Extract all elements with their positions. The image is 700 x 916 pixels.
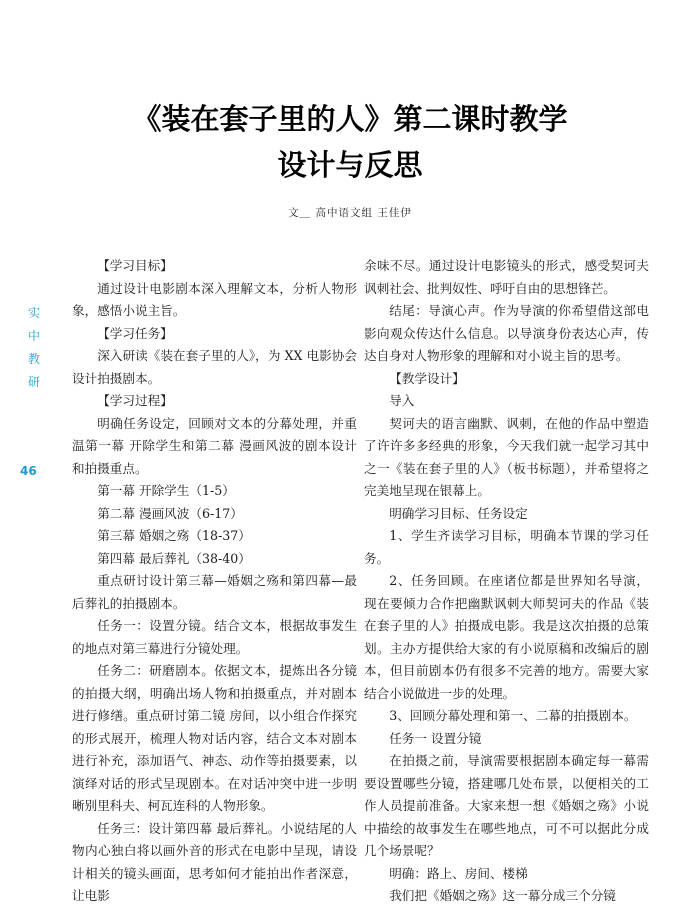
paragraph: 任务一：设置分镜。结合文本，根据故事发生的地点对第三幕进行分镜处理。 [72, 618, 357, 656]
paragraph: 明确学习目标、任务设定 [389, 505, 528, 521]
paragraph: 通过设计电影剧本深入理解文本，分析人物形象，感悟小说主旨。 [72, 280, 357, 318]
paragraph: 1、学生齐读学习目标，明确本节课的学习任务。 [364, 528, 649, 566]
paragraph: 【教学设计】 [389, 370, 465, 386]
paragraph: 2、任务回顾。在座诸位都是世界知名导演，现在要倾力合作把幽默讽刺大师契诃夫的作品《装在套子里的人》拍摄成电影。我是这次拍摄的总策划。主办方提供给大家的有小说原稿和改编后的剧本，但目前剧本仍有很多不完善的地方。需要大家结合小说做进一步的处理。 [364, 573, 649, 701]
paragraph: 第二幕 漫画风波（6-17） [97, 505, 243, 521]
section-label-char: 中 [27, 329, 40, 343]
page-number: 46 [20, 464, 37, 478]
paragraph: 第四幕 最后葬礼（38-40） [97, 550, 251, 566]
paragraph: 导入 [389, 393, 415, 408]
paragraph: 任务三：设计第四幕 最后葬礼。小说结尾的人物内心独白将以画外音的形式在电影中呈现，请设计相关的镜头画面，思考如何才能拍出作者深意，让电影 [72, 820, 357, 903]
section-label [27, 302, 41, 394]
paragraph: 结尾：导演心声。作为导演的你希望借这部电影向观众传达什么信息。以导演身份表达心声，传达自身对人物形象的理解和对小说主旨的思考。 [364, 303, 649, 363]
paragraph: 【学习任务】 [97, 325, 173, 341]
paragraph: 明确任务设定，回顾对文本的分幕处理，并重温第一幕 开除学生和第二幕 漫画风波的剧本设计和拍摄重点。 [72, 415, 357, 476]
section-label-char: 教 [27, 352, 40, 366]
section-label-char: 实 [27, 306, 40, 320]
article-title [0, 96, 700, 188]
paragraph: 契诃夫的语言幽默、讽刺，在他的作品中塑造了许许多多经典的形象，今天我们就一起学习其中之一《装在套子里的人》（板书标题），并希望将之完美地呈现在银幕上。 [364, 415, 649, 498]
byline: 文＿ 高中语文组 王佳伊 [288, 207, 412, 219]
paragraph: 在拍摄之前，导演需要根据剧本确定每一幕需要设置哪些分镜，搭建哪几处布景，以便相关的工作人员提前准备。大家来想一想《婚姻之殇》小说中描绘的故事发生在哪些地点，可不可以据此分成几个场景呢？ [364, 753, 649, 858]
paragraph: 深入研读《装在套子里的人》，为 XX 电影协会设计拍摄剧本。 [72, 348, 357, 386]
paragraph: 明确：路上、房间、楼梯 [389, 865, 528, 881]
title-line: 设计与反思 [277, 148, 423, 182]
section-label-char: 研 [27, 375, 40, 389]
paragraph: 【学习目标】 [97, 258, 173, 273]
paragraph: 余味不尽。通过设计电影镜头的形式，感受契诃夫讽刺社会、批判奴性、呼吁自由的思想锋芒。 [364, 258, 649, 296]
paragraph: 重点研讨设计第三幕—婚姻之殇和第四幕—最后葬礼的拍摄剧本。 [72, 573, 357, 611]
paragraph: 3、回顾分幕处理和第一、二幕的拍摄剧本。 [389, 708, 637, 723]
left-column [72, 255, 357, 908]
paragraph: 【学习过程】 [97, 393, 173, 408]
paragraph: 任务一 设置分镜 [389, 730, 482, 746]
title-line: 《装在套子里的人》第二课时教学 [132, 102, 568, 136]
right-column [364, 255, 649, 908]
paragraph: 任务二：研磨剧本。依据文本，提炼出各分镜的拍摄大纲，明确出场人物和拍摄重点，并对剧本进行修缮。重点研讨第二镜 房间，以小组合作探究的形式展开，梳理人物对话内容，结合文本对剧本进行补充，添加语气、神态、动作等拍摄要素，以演绎对话的形式呈现剧本。在对话冲突中进一步明晰别里科夫、柯瓦连科的人物形象。 [72, 663, 357, 813]
paragraph: 第一幕 开除学生（1-5） [97, 483, 235, 498]
paragraph: 我们把《婚姻之殇》这一幕分成三个分镜 [389, 888, 616, 903]
paragraph: 第三幕 婚姻之殇（18-37） [97, 528, 251, 543]
